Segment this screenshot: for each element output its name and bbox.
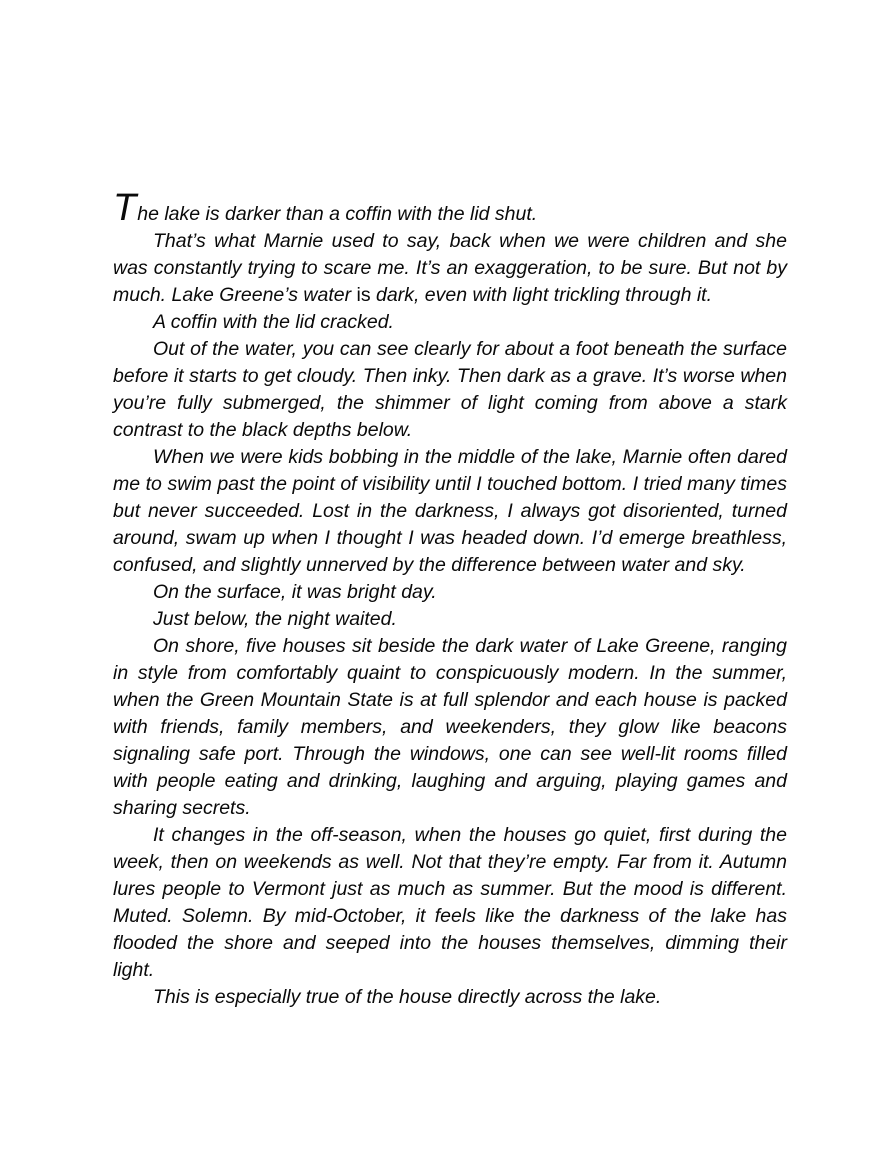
- paragraph: On shore, five houses sit beside the dark water of Lake Greene, ranging in style from comfortably quaint to conspicuously modern. In the summer, when the Green Mountain State is at full splendor and each house is packed with friends, family members, and weekenders, they glow like beacons signaling safe port. Through the windows, one can see well-lit rooms filled with people eating and drinking, laughing and arguing, playing games and sharing secrets.: [113, 635, 787, 819]
- paragraph: Just below, the night waited.: [153, 608, 397, 630]
- paragraph: On the surface, it was bright day.: [153, 581, 437, 603]
- paragraph: A coffin with the lid cracked.: [153, 311, 394, 333]
- paragraph-text: That’s what Marnie used to say, back when we were children and she was constantly trying to scare me. It’s an exaggeration, to be sure. But not by much. Lake Greene’s water: [113, 230, 787, 306]
- paragraph: This is especially true of the house directly across the lake.: [153, 986, 662, 1008]
- paragraph: Out of the water, you can see clearly for about a foot beneath the surface before it starts to get cloudy. Then inky. Then dark as a grave. It’s worse when you’re fully submerged, the shimmer of light coming from above a stark contrast to the black depths below.: [113, 338, 787, 441]
- paragraph: When we were kids bobbing in the middle of the lake, Marnie often dared me to swim past the point of visibility until I touched bottom. I tried many times but never succeeded. Lost in the darkness, I always got disoriented, turned around, swam up when I thought I was headed down. I’d emerge breathless, confused, and slightly unnerved by the difference between water and sky.: [113, 446, 787, 576]
- text-block: [113, 187, 787, 1011]
- paragraph-text: dark, even with light trickling through it.: [370, 284, 713, 306]
- paragraph: It changes in the off-season, when the houses go quiet, first during the week, then on weekends as well. Not that they’re empty. Far from it. Autumn lures people to Vermont just as much as summer. But the mood is different. Muted. Solemn. By mid-October, it feels like the darkness of the lake has flooded the shore and seeped into the houses themselves, dimming their light.: [113, 824, 787, 981]
- initial-capital: T: [113, 187, 137, 229]
- paragraph-text: he lake is darker than a coffin with the lid shut.: [137, 203, 538, 225]
- paragraph: [113, 228, 787, 309]
- roman-emphasis: is: [356, 284, 371, 306]
- paragraph: [113, 187, 787, 229]
